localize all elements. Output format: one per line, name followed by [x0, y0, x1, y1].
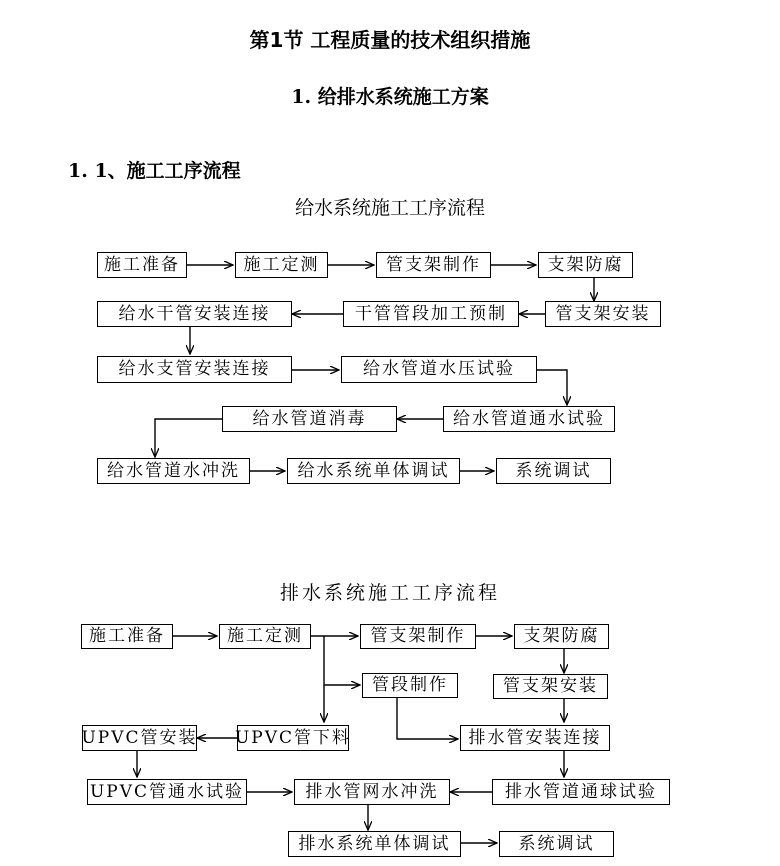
- dr-step-segment-make: 管段制作: [362, 673, 458, 698]
- ws-step-bracket-make: 管支架制作: [376, 252, 491, 278]
- ws-step-main-pipe-connect: 给水干管安装连接: [97, 301, 292, 327]
- ws-step-survey: 施工定测: [235, 252, 328, 278]
- ws-step-flush: 给水管道水冲洗: [97, 458, 250, 484]
- dr-step-flush: 排水管网水冲洗: [294, 779, 450, 805]
- dr-step-upvc-flow-test: UPVC管通水试验: [87, 779, 247, 805]
- plan-heading: 1. 给排水系统施工方案: [291, 86, 489, 108]
- dr-step-system-debug: 系统调试: [499, 831, 614, 857]
- ws-step-flow-test: 给水管道通水试验: [443, 406, 615, 432]
- drainage-title: 排水系统施工工序流程: [279, 582, 500, 604]
- dr-step-drain-connect: 排水管安装连接: [460, 725, 610, 751]
- dr-step-survey: 施工定测: [219, 624, 311, 649]
- arrow-dr-8: [397, 698, 458, 739]
- ws-step-bracket-install: 管支架安装: [545, 301, 661, 327]
- dr-step-single-debug: 排水系统单体调试: [288, 831, 461, 857]
- arrow-dr-5: [324, 636, 360, 685]
- dr-step-bracket-install: 管支架安装: [493, 674, 608, 699]
- ws-step-system-debug: 系统调试: [496, 458, 611, 484]
- section-heading: 第1节 工程质量的技术组织措施: [249, 28, 531, 52]
- arrow-ws-9: [537, 370, 567, 405]
- dr-step-anticorrosion: 支架防腐: [514, 624, 609, 649]
- dr-step-prep: 施工准备: [81, 624, 173, 649]
- ws-step-anticorrosion: 支架防腐: [538, 252, 633, 278]
- ws-step-disinfect: 给水管道消毒: [222, 406, 397, 432]
- ws-step-trunk-preprocess: 干管管段加工预制: [343, 301, 519, 327]
- dr-step-ball-test: 排水管道通球试验: [492, 779, 670, 805]
- ws-step-prep: 施工准备: [97, 252, 187, 278]
- arrow-ws-11: [155, 419, 222, 457]
- ws-step-pressure-test: 给水管道水压试验: [341, 356, 537, 383]
- ws-step-single-debug: 给水系统单体调试: [287, 458, 460, 484]
- water-supply-title: 给水系统施工工序流程: [294, 197, 485, 219]
- dr-step-bracket-make: 管支架制作: [360, 624, 476, 649]
- dr-step-upvc-install: UPVC管安装: [82, 725, 197, 751]
- ws-step-branch-connect: 给水支管安装连接: [97, 356, 292, 383]
- process-heading: 1. 1、施工工序流程: [68, 160, 241, 182]
- dr-step-upvc-cut: UPVC管下料: [237, 725, 349, 751]
